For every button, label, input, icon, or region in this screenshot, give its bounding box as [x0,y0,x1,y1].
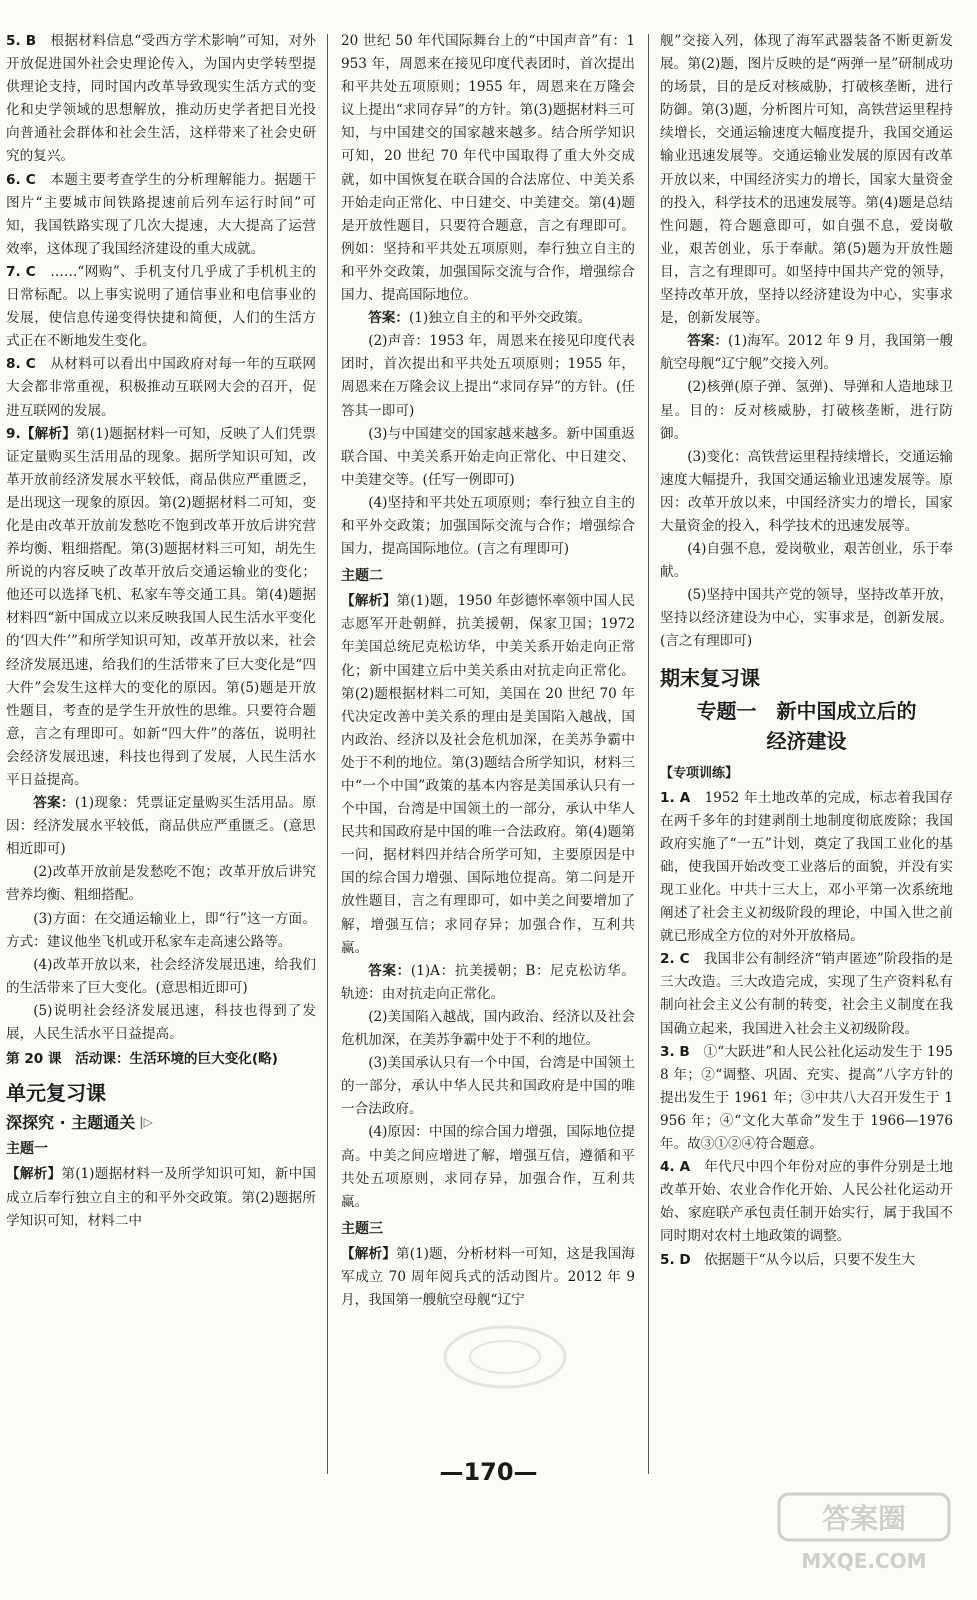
answer-text: (2)核弹(原子弹、氢弹)、导弹和人造地球卫星。目的：反对核威胁，打破核垄断，进行防御。 [660,379,953,442]
faint-seal-image [440,1322,570,1392]
column-middle [341,30,635,1312]
analysis-text: 【解析】第(1)题，1950 年彭德怀率领中国人民志愿军开赴朝鲜，抗美援朝，保家卫国；1972 年美国总统尼克松访华，中美关系开始走向正常化；新中国建立后中美关系由对抗走向正常化。第(2)题根据材料二可知，美国在 20 世纪 70 年代决定改善中美关系的理由是美国陷入越战，国内政治、经济以及社会危机加深，在美苏争霸中处于不利的地位。第(3)题结合所学知识，材料三中“一个中国”政策的基本内容是美国承认只有一个中国，台湾是中国领土的一部分，承认中华人民共和国政府是中国的唯一合法政府。第(4)题第一问，据材料四并结合所学可知，主要原因是中国的综合国力增强、国际地位提高。第二问是开放性题目，言之有理即可，如中美之间要增加了解，增强互信；求同存异；加强合作，互利共赢。 [341,593,636,956]
answer-text: 答案：(1)A：抗美援朝；B：尼克松访华。轨迹：由对抗走向正常化。 [341,962,635,1002]
column-right [660,30,953,1272]
answer-text: (3)美国承认只有一个中国，台湾是中国领土的一部分，承认中华人民共和国政府是中国的唯一合法政府。 [341,1055,635,1118]
answer-text: (2)改革开放前是发愁吃不饱；改革开放后讲究营养均衡、粗细搭配。 [6,864,316,904]
lesson-heading: 第 20 课 活动课：生活环境的巨大变化(略) [6,1051,278,1068]
answer-text: (4)原因：中国的综合国力增强，国际地位提高。中美之间应增进了解，增强互信，遵循和平共处五项原则，求同存异，加强合作，互利共赢。 [341,1124,635,1210]
topic-heading: 主题三 [341,1220,383,1237]
page-number: —170— [439,1458,538,1486]
column-divider [648,34,649,1474]
analysis-text: 【解析】第(1)题据材料一及所学知识可知，新中国成立后奉行独立自主的和平外交政策。第(2)题据所学知识可知，材料二中 [6,1166,317,1229]
analysis-text: 舰”交接入列，体现了海军武器装备不断更新发展。第(2)题，图片反映的是“两弹一星”研制成功的场景，目的是反对核威胁，打破核垄断，进行防御。第(3)题，分析图片可知，高铁营运里程持续增长，交通运输速度大幅度提升，我国交通运输业迅速发展等。交通运输业发展的原因有改革开放以来，中国经济实力的增长，国家大量资金的投入，科学技术的迅速发展等。第(4)题是总结性问题，符合题意即可，如自强不息，爱岗敬业，艰苦创业，乐于奉献。第(5)题为开放性题目，言之有理即可。如坚持中国共产党的领导，坚持改革开放，坚持以经济建设为中心，实事求是，创新发展等。 [660,33,953,327]
final-review-title: 期末复习课 [660,665,760,690]
answer-text: (5)坚持中国共产党的领导，坚持改革开放，坚持以经济建设为中心，实事求是，创新发展。(言之有理即可) [660,587,953,650]
answer-item: 9.【解析】第(1)题据材料一可知，反映了人们凭票证定量购买生活用品的现象。据所学知识可知，改革开放前经济发展水平较低，商品供应严重匮乏，是出现这一现象的原因。第(2)题据材料二可知，变化是由改革开放前发愁吃不饱到改革开放后讲究营养均衡、粗细搭配。第(3)题据材料三可知，胡先生所说的内容反映了改革开放后交通运输业的变化；他还可以选择飞机、私家车等交通工具。第(4)题据材料四“新中国成立以来反映我国人民生活水平变化的‘四大件’”和所学知识可知，改革开放以来，社会经济发展迅速，给我们的生活带来了巨大变化是“四大件”会发生这样大的变化的原因。第(5)题是开放性题目，考查的是学生开放性的思维。只要符合题意，言之有理即可。如新“四大件”的落伍，说明社会经济发展迅速，科技也得到了发展，人民生活水平日益提高。 [6,425,316,788]
column-divider [327,34,328,1474]
answer-item: 7. C ……“网购”、手机支付几乎成了手机机主的日常标配。以上事实说明了通信事业和电信事业的发展，使信息传递变得快捷和简便，人们的生活方式正在不断地发生变化。 [6,263,317,350]
analysis-text: 【解析】第(1)题，分析材料一可知，这是我国海军成立 70 周年阅兵式的活动图片。2012 年 9 月，我国第一艘航空母舰“辽宁 [341,1245,635,1309]
special-topic-title: 专题一 新中国成立后的 经济建设 [696,698,917,753]
answer-text: (5)说明社会经济发展迅速，科技也得到了发展，人民生活水平日益提高。 [6,1002,316,1043]
svg-text:答案圈: 答案圈 [821,1502,907,1535]
watermark-logo [769,1488,959,1580]
answer-item: 2. C 我国非公有制经济“销声匿迹”阶段指的是三大改造。三大改造完成，实现了生产资料私有制向社会主义公有制的转变，社会主义制度在我国确立起来，我国进入社会主义初级阶段。 [660,951,953,1037]
topic-heading: 主题二 [341,568,383,585]
answer-text: (2)美国陷入越战，国内政治、经济以及社会危机加深，在美苏争霸中处于不利的地位。 [341,1008,635,1049]
answer-text: (4)自强不息，爱岗敬业，艰苦创业，乐于奉献。 [660,541,953,581]
answer-text: (4)改革开放以来，社会经济发展迅速，给我们的生活带来了巨大变化。(意思相近即可) [6,956,316,996]
answer-item: 3. B ①“大跃进”和人民公社化运动发生于 1958 年；②“调整、巩固、充实、提高”八字方针的提出发生于 1961 年；③中共八大召开发生于 1956 年；④“文化大革命”发生于 1966—1976 年。故③①②④符合题意。 [660,1043,953,1153]
svg-text:MXQE.COM: MXQE.COM [801,1549,927,1573]
answer-item: 4. A 年代尺中四个年份对应的事件分别是土地改革开始、农业合作化开始、人民公社化运动开始、家庭联产承包责任制开始实行，属于我国不同时期对农村土地政策的调整。 [660,1159,953,1245]
answer-text: (3)与中国建交的国家越来越多。新中国重返联合国、中美关系开始走向正常化、中日建交、中美建交等。(任写一例即可) [341,425,635,488]
answer-text: 答案：(1)现象：凭票证定量购买生活用品。原因：经济发展水平较低，商品供应严重匮乏。(意思相近即可) [6,795,317,858]
answer-text: (4)坚持和平共处五项原则；奉行独立自主的和平外交政策；加强国际交流与合作；增强综合国力，提高国际地位。(言之有理即可) [341,494,635,558]
answer-item: 8. C 从材料可以看出中国政府对每一年的互联网大会都非常重视，积极推动互联网大会的召开，促进互联网的发展。 [6,356,316,419]
answer-text: 答案：(1)独立自主的和平外交政策。 [368,310,592,327]
answer-item: 1. A 1952 年土地改革的完成，标志着我国存在两千多年的封建剥削土地制度彻底废除；我国政府实施了“一五”计划，奠定了我国工业化的基础，使我国开始改变工业落后的面貌，并没有实现工业化。中共十三大上，邓小平第一次系统地阐述了社会主义初级阶段的理论，中国入世之前就已形成全方位的对外开放格局。 [660,789,953,945]
analysis-text: 20 世纪 50 年代国际舞台上的“中国声音”有：1953 年，周恩来在接见印度代表团时，首次提出和平共处五项原则；1955 年，周恩来在万隆会议上提出“求同存异”的方针。第(3)题据材料三可知，与中国建交的国家越来越多。结合所学知识可知，20 世纪 70 年代中国取得了重大外交成就，如中国恢复在联合国的合法席位、中美关系开始走向正常化、中日建交、中美建交。第(4)题是开放性题目，只要符合题意，言之有理即可。例如：坚持和平共处五项原则，奉行独立自主的和平外交政策，加强国际交流与合作，增强综合国力、提高国际地位。 [341,33,635,304]
answer-text: (3)变化：高铁营运里程持续增长，交通运输速度大幅提升，我国交通运输业迅速发展等。原因：改革开放以来，中国经济实力的增长，国家大量资金的投入，科学技术的迅速发展等。 [660,448,953,534]
deep-explore-banner: 深探究 · 主题通关 |▷ [6,1111,316,1134]
answer-text: (2)声音：1953 年，周恩来在接见印度代表团时，首次提出和平共处五项原则；1955 年，周恩来在万隆会议上提出“求同存异”的方针。(任答其一即可) [341,333,635,419]
topic-heading: 主题一 [6,1141,48,1158]
answer-text: (3)方面：在交通运输业上，即“行”这一方面。方式：建议他坐飞机或开私家车走高速公路等。 [6,910,316,950]
answer-item: 5. D 依据题干“从今以后，只要不发生大 [660,1251,916,1268]
answer-text: 答案：(1)海军。2012 年 9 月，我国第一艘航空母舰“辽宁舰”交接入列。 [660,333,954,373]
column-left [6,30,316,1233]
unit-review-title: 单元复习课 [6,1081,106,1106]
answer-item: 6. C 本题主要考查学生的分析理解能力。据题干图片“主要城市间铁路提速前后列车运行时间”可知，我国铁路实现了几次大提速，大大提高了运营效率，这体现了我国经济建设的重大成就。 [6,171,316,257]
answer-item: 5. B 根据材料信息“受西方学术影响”可知，对外开放促进国外社会史理论传入，为国内史学转型提供理论支持，同时国内改革导致现实生活方式的变化和史学领域的思想解放，推动历史学者把目光投向普通社会群体和社会生活，这样带来了社会史研究的复兴。 [6,33,317,165]
double-chevron-icon: |▷ [139,1115,153,1130]
training-label: 【专项训练】 [660,765,739,781]
